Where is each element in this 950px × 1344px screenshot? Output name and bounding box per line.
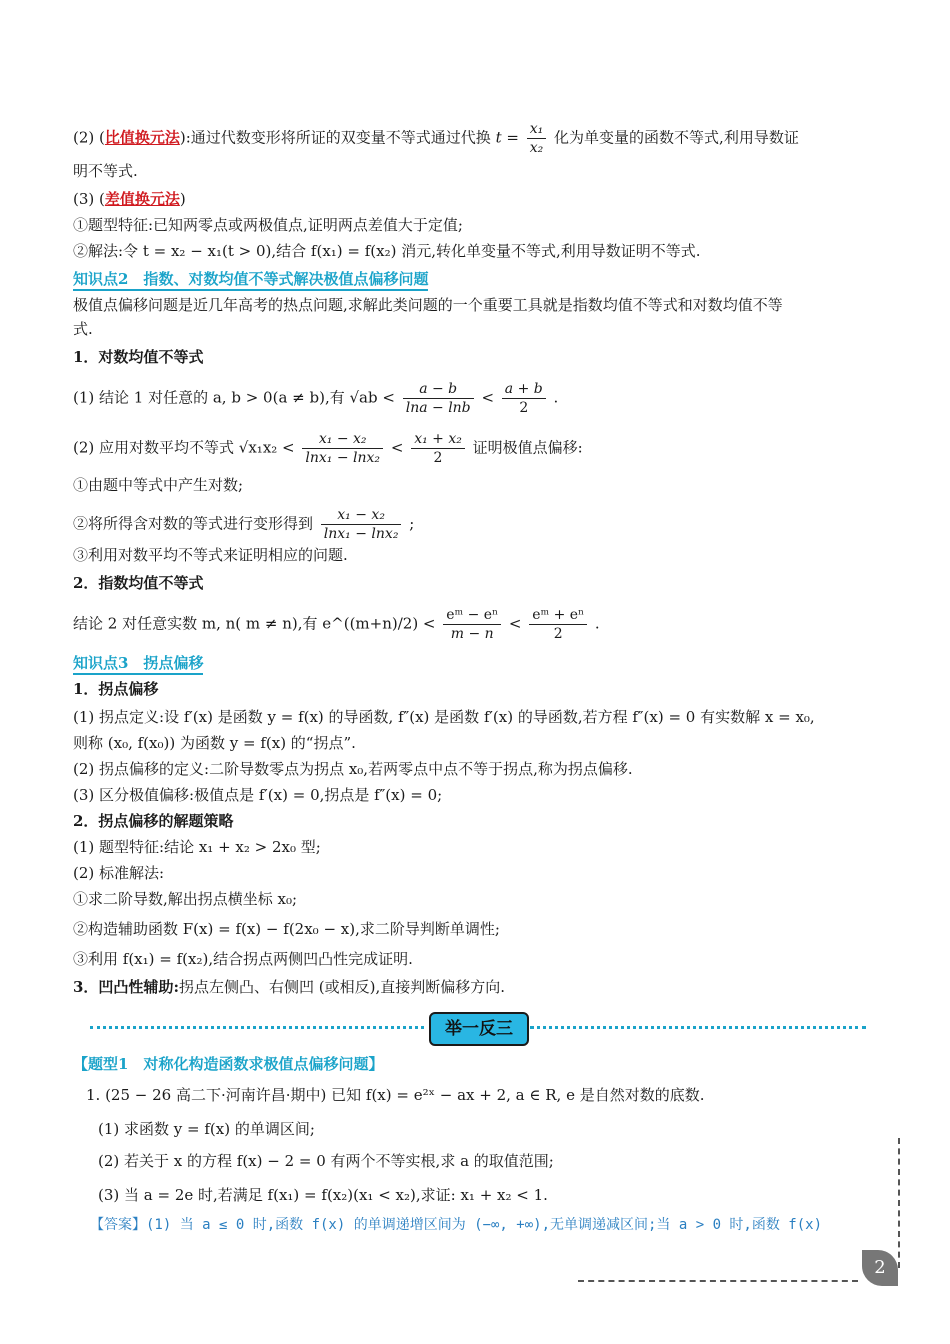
fraction (302, 430, 383, 467)
paragraph-line: ①题型特征:已知两零点或两极值点,证明两点差值大于定值; (73, 216, 463, 234)
fraction (321, 506, 402, 543)
paragraph-line: ①求二阶导数,解出拐点横坐标 x₀; (73, 890, 298, 908)
numerator: a + b (502, 380, 546, 399)
text: 化为单变量的函数不等式,利用导数证 (554, 128, 799, 147)
paragraph-line: ③利用对数平均不等式来证明相应的问题. (73, 546, 348, 564)
conclusion-1-line (73, 380, 558, 417)
fraction (411, 430, 465, 467)
sub-question: (1) 求函数 y = f(x) 的单调区间; (98, 1120, 315, 1138)
page-number: 2 (862, 1250, 898, 1286)
numerator: x₁ (527, 120, 547, 139)
numerator: eᵐ + eⁿ (529, 606, 587, 625)
knowledge-point-3-title (73, 652, 203, 673)
ratio-substitution-term: 比值换元法 (104, 128, 180, 147)
question-type-title: 【题型1 对称化构造函数求极值点偏移问题】 (73, 1055, 384, 1073)
subheading: 2．拐点偏移的解题策略 (73, 812, 234, 830)
knowledge-point-2-title (73, 268, 428, 289)
fraction (529, 606, 587, 643)
text: 3．凹凸性辅助: (73, 978, 179, 996)
math: < (508, 614, 522, 633)
math: t = (495, 128, 519, 147)
fraction (527, 120, 547, 157)
fraction (443, 606, 501, 643)
text: (3) ( (73, 190, 105, 208)
paragraph-line: 明不等式. (73, 162, 138, 180)
divider-left (90, 1026, 424, 1029)
denominator: lnx₁ − lnx₂ (305, 450, 381, 466)
text: 拐点左侧凸、右侧凹 (或相反),直接判断偏移方向. (178, 978, 505, 996)
math: < (481, 388, 495, 407)
paragraph-line: 极值点偏移问题是近几年高考的热点问题,求解此类问题的一个重要工具就是指数均值不等式和对数均值不等 (73, 296, 783, 314)
paragraph-line: (1) 题型特征:结论 x₁ + x₂ > 2x₀ 型; (73, 838, 321, 856)
math: < (390, 438, 404, 457)
denominator: lnx₁ − lnx₂ (323, 526, 399, 542)
numerator: a − b (403, 380, 474, 399)
answer-line: 【答案】(1) 当 a ≤ 0 时,函数 f(x) 的单调递增区间为 (−∞, +∞),无单调递减区间;当 a > 0 时,函数 f(x) (90, 1217, 823, 1233)
paragraph-line: ②构造辅助函数 F(x) = f(x) − f(2x₀ − x),求二阶导判断单调性; (73, 920, 500, 938)
subheading: 1．对数均值不等式 (73, 348, 204, 366)
paragraph-line: (1) 拐点定义:设 f′(x) 是函数 y = f(x) 的导函数, f″(x) 是函数 f′(x) 的导函数,若方程 f″(x) = 0 有实数解 x = x₀, (73, 708, 815, 726)
numerator: x₁ − x₂ (302, 430, 383, 449)
denominator: m − n (450, 626, 494, 642)
conclusion-2-line (73, 606, 600, 643)
text: . (553, 388, 559, 407)
text: (2) ( (73, 128, 105, 147)
heading-text: 知识点3 拐点偏移 (73, 654, 203, 675)
denominator: x₂ (529, 140, 544, 156)
text: (2) 应用对数平均不等式 √x₁x₂ < (73, 438, 295, 457)
subheading: 2．指数均值不等式 (73, 574, 204, 592)
denominator: 2 (553, 626, 563, 642)
paragraph-line: ①由题中等式中产生对数; (73, 476, 244, 494)
paragraph-line: ③利用 f(x₁) = f(x₂),结合拐点两侧凹凸性完成证明. (73, 950, 413, 968)
heading-text: 知识点2 指数、对数均值不等式解决极值点偏移问题 (73, 270, 428, 291)
divider-right (530, 1026, 866, 1029)
paragraph-line: 式. (73, 320, 93, 338)
fraction (502, 380, 546, 417)
paragraph-line: (2) 标准解法: (73, 864, 165, 882)
text: . (594, 614, 600, 633)
text: ②将所得含对数的等式进行变形得到 (73, 514, 314, 533)
concavity-line (73, 976, 505, 998)
text: ):通过代数变形将所证的双变量不等式通过代换 (179, 128, 491, 147)
paragraph-line: ②解法:令 t = x₂ − x₁(t > 0),结合 f(x₁) = f(x₂) 消元,转化单变量不等式,利用导数证明不等式. (73, 242, 701, 260)
paragraph-line: (3) 区分极值偏移:极值点是 f′(x) = 0,拐点是 f″(x) = 0; (73, 786, 443, 804)
difference-substitution-term: 差值换元法 (104, 190, 180, 208)
text: ; (409, 514, 415, 533)
text: 证明极值点偏移: (472, 438, 583, 457)
practice-badge: 举一反三 (429, 1012, 529, 1046)
paragraph-line: 则称 (x₀, f(x₀)) 为函数 y = f(x) 的“拐点”. (73, 734, 356, 752)
text: (1) 结论 1 对任意的 a, b > 0(a ≠ b),有 √ab < (73, 388, 395, 407)
fraction (403, 380, 474, 417)
method-ratio-line (73, 120, 799, 157)
page-border-dashed (578, 1280, 858, 1282)
denominator: 2 (433, 450, 443, 466)
step-2-line (73, 506, 414, 543)
question-stem: 1. (25 − 26 高二下·河南许昌·期中) 已知 f(x) = e²ˣ − ax + 2, a ∈ R, e 是自然对数的底数. (86, 1086, 705, 1104)
subheading: 1．拐点偏移 (73, 680, 159, 698)
method-diff-line (73, 188, 186, 210)
denominator: lna − lnb (405, 400, 471, 416)
sub-question: (3) 当 a = 2e 时,若满足 f(x₁) = f(x₂)(x₁ < x₂),求证: x₁ + x₂ < 1. (98, 1186, 548, 1204)
paragraph-line: (2) 拐点偏移的定义:二阶导数零点为拐点 x₀,若两零点中点不等于拐点,称为拐点偏移. (73, 760, 633, 778)
numerator: eᵐ − eⁿ (443, 606, 501, 625)
text: 结论 2 对任意实数 m, n( m ≠ n),有 e^((m+n)/2) < (73, 614, 436, 633)
sub-question: (2) 若关于 x 的方程 f(x) − 2 = 0 有两个不等实根,求 a 的取值范围; (98, 1152, 554, 1170)
page-border-dashed (898, 1138, 900, 1268)
application-line (73, 430, 583, 467)
text: ) (179, 190, 186, 208)
numerator: x₁ − x₂ (321, 506, 402, 525)
denominator: 2 (519, 400, 529, 416)
numerator: x₁ + x₂ (411, 430, 465, 449)
